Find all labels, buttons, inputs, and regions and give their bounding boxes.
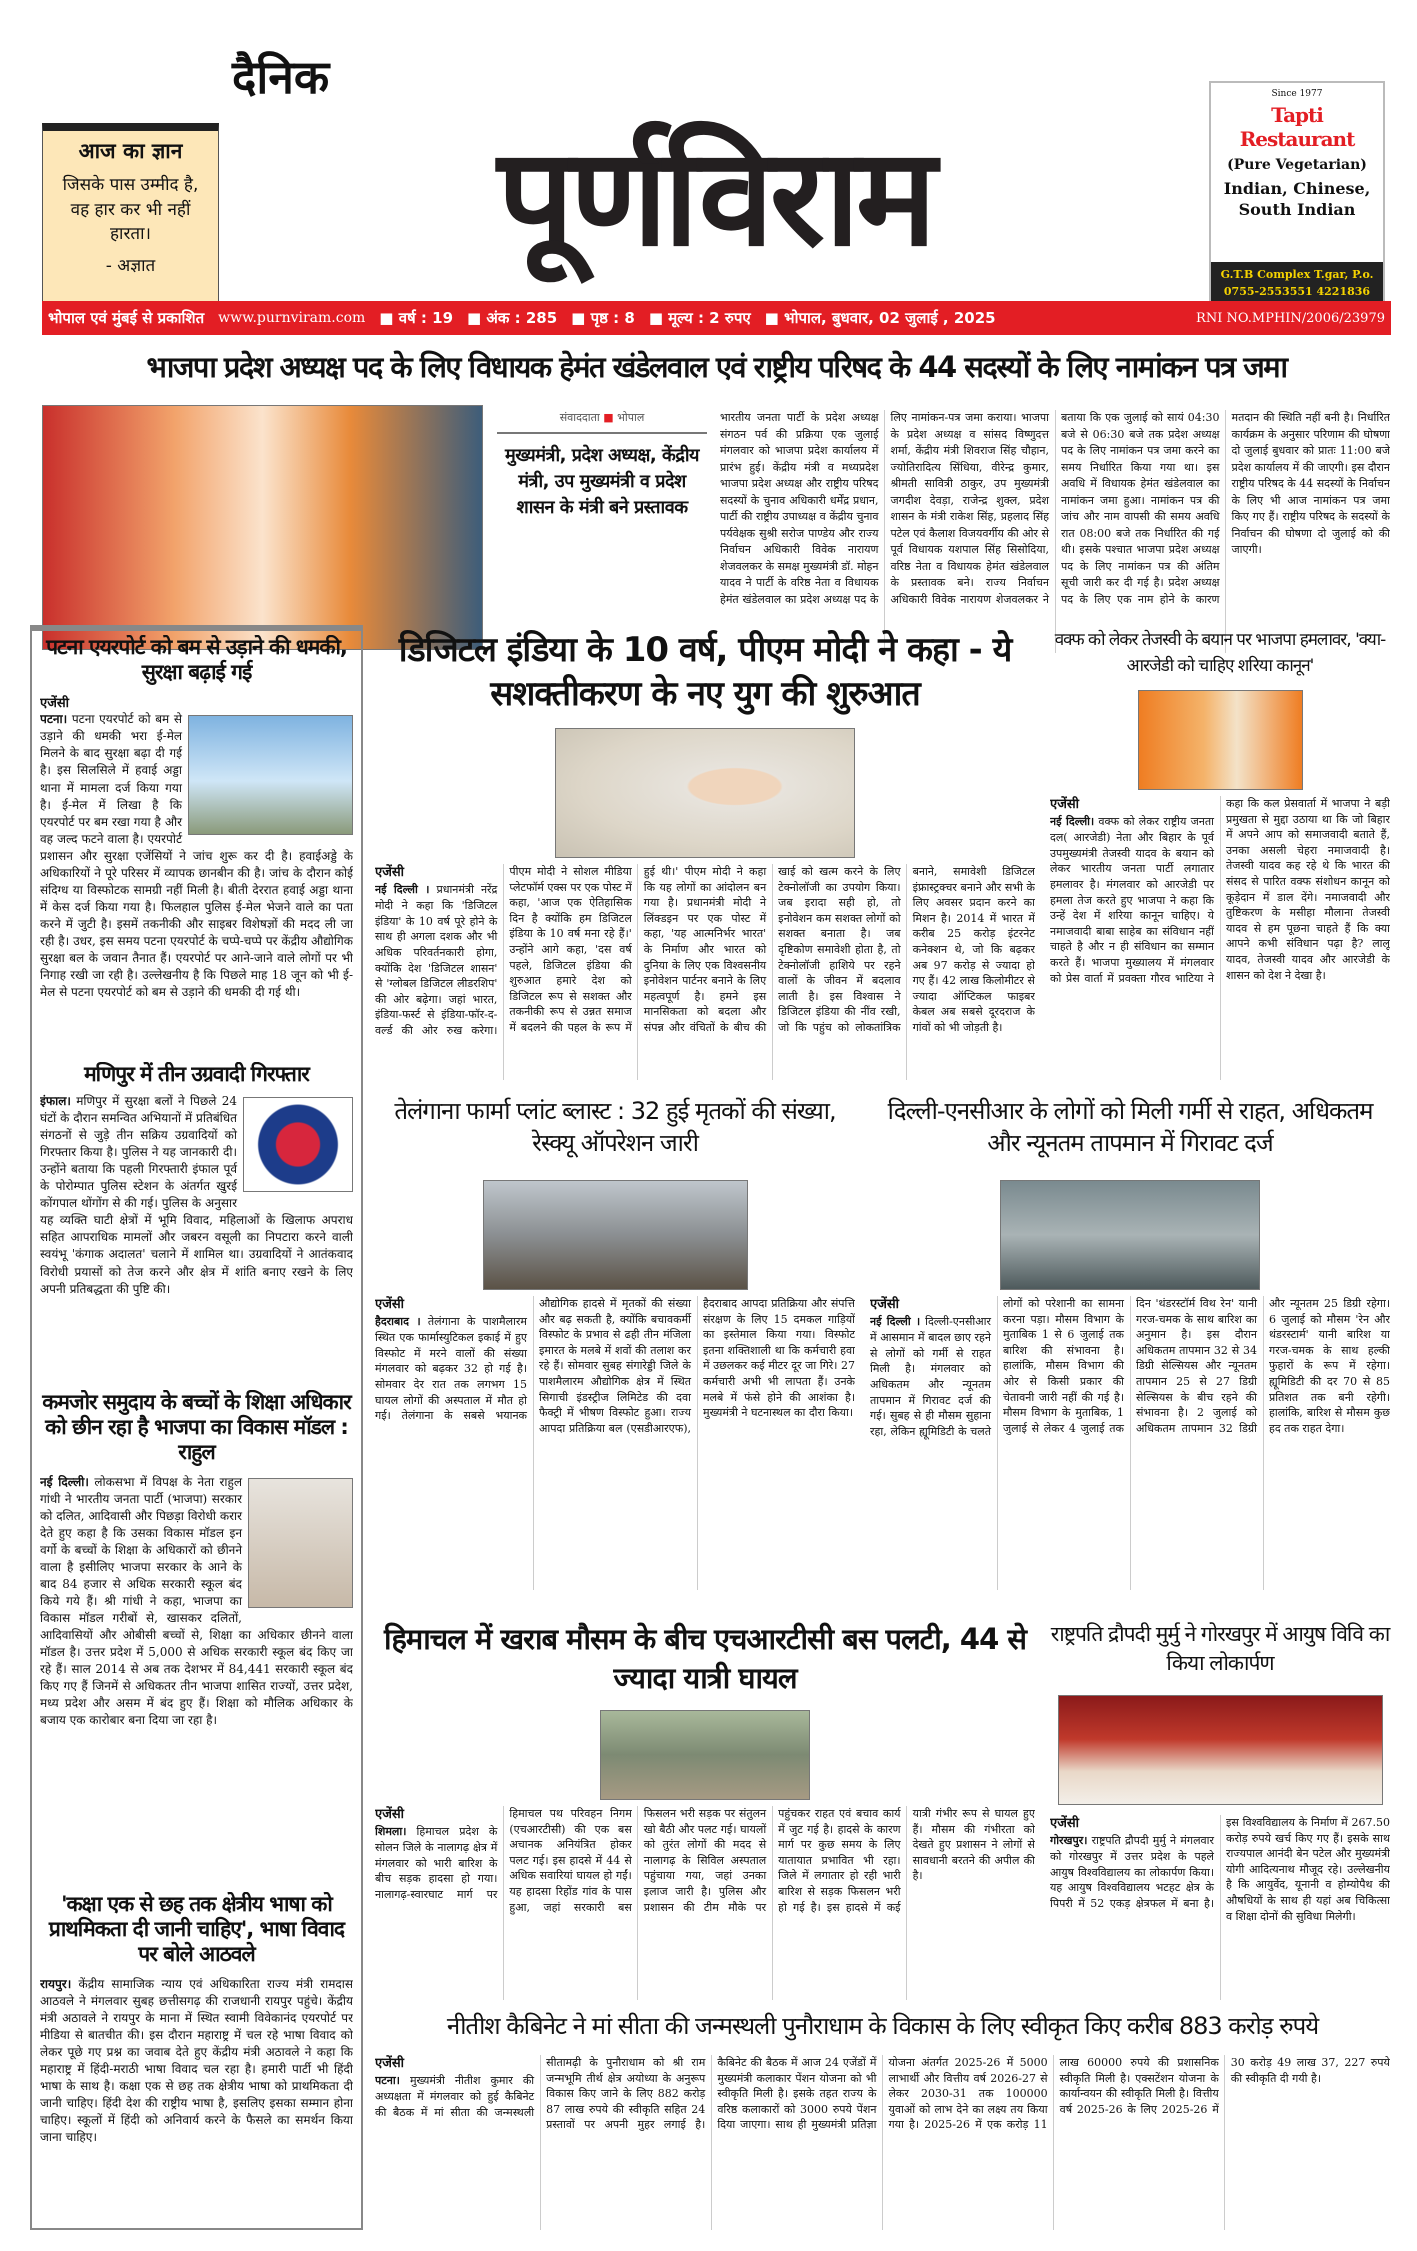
- story-byline: एजेंसी: [870, 1297, 899, 1312]
- issue-label: ■ अंक : 285: [467, 309, 558, 327]
- year-label: ■ वर्ष : 19: [379, 309, 454, 327]
- story-telangana: एजेंसी हैदराबाद । तेलंगाना के पाशमैलारम स्थित एक फार्मास्युटिकल इकाई में हुए विस्फोट में मरने वालों की संख्या मंगलवार को बढ़कर 32 हो गई है। सोमवार देर रात तक लगभग 15 घायल लोगों की अस्पताल में मौत हो गई। तेलंगाना के सबसे भयानक औद्योगिक हादसे में मृतकों की संख्या और बढ़ सकती है, क्योंकि बचावकर्मी विस्फोट के प्रभाव से ढही तीन मंजिला इमारत के मलबे में शवों की तलाश कर रहे हैं। सोमवार सुबह संगारेड्डी जिले के पाशमैलारम औद्योगिक क्षेत्र में स्थित सिगाची इंडस्ट्रीज लिमिटेड की दवा फैक्ट्री में भीषण विस्फोट हुआ। राज्य आपदा प्रतिक्रिया बल (एसडीआरएफ), हैदराबाद आपदा प्रतिक्रिया और संपत्ति संरक्षण के लिए 15 दमकल गाड़ियों का इस्तेमाल किया गया। विस्फोट इतना शक्तिशाली था कि कर्मचारी हवा में उछलकर कई मीटर दूर जा गिरे। 27 कर्मचारी अभी भी लापता हैं। उनके मलबे में फंसे होने की आशंका है। मुख्यमंत्री ने घटनास्थल का दौरा किया।: [375, 1180, 855, 1590]
- story-byline: एजेंसी: [375, 2056, 404, 2071]
- bjp-spokesperson-photo: [1138, 690, 1303, 790]
- story-athawale: [40, 1892, 353, 2222]
- story-headline[interactable]: 'कक्षा एक से छह तक क्षेत्रीय भाषा को प्राथमिकता दी जानी चाहिए', भाषा विवाद पर बोले आठवले: [48, 1892, 345, 1967]
- president-event-photo: [1058, 1695, 1383, 1805]
- story-waqf: एजेंसी नई दिल्ली। वक्फ को लेकर राष्ट्रीय जनता दल( आरजेडी) नेता और बिहार के पूर्व उपमुख्यमंत्री तेजस्वी यादव के बयान को लेकर भारतीय जनता पार्टी लगातार हमलावर है। मंगलवार को आरजेडी पर हमला तेज करते हुए भाजपा ने कहा कि उन्हें देश में शरिया कानून चाहिए। ये नमाजवादी बाबा साहेब का संविधान नहीं चाहते है और न ही संविधान का सम्मान करते हैं। भाजपा मुख्यालय में मंगलवार को प्रेस वार्ता में प्रवक्ता गौरव भाटिया ने कहा कि कल प्रेसवार्ता में भाजपा ने बड़ी प्रमुखता से मुद्दा उठाया था कि जो बिहार में अपने आप को समाजवादी बताते हैं, उनका असली चेहरा नमाजवादी है। तेजस्वी यादव कह रहे थे कि भारत की संसद से पारित वक्फ संशोधन कानून को कूड़ेदान में डाल देंगे। नमाजवादी और तुष्टिकरण के मसीहा मौलाना तेजस्वी यादव से हम पूछना चाहते हैं कि क्या आपने कभी संविधान पढ़ा है? लालू यादव, तेजस्वी यादव और आरजेडी के शासन को देश ने देखा है।: [1050, 690, 1390, 1080]
- story-himachal: एजेंसी शिमला। हिमाचल प्रदेश के सोलन जिले के नालागढ़ क्षेत्र में मंगलवार को भारी बारिश के बीच सड़क हादसा हो गया। नालागढ़-स्वारघाट मार्ग पर हिमाचल पथ परिवहन निगम (एचआरटीसी) की एक बस अचानक अनियंत्रित होकर पलट गई। इस हादसे में 44 से अधिक सवारियां घायल हो गईं। यह हादसा रिहोंड गांव के पास हुआ, जहां सरकारी बस फिसलन भरी सड़क पर संतुलन खो बैठी और पलट गई। घायलों को तुरंत लोगों की मदद से नालागढ़ के सिविल अस्पताल पहुंचाया गया, जहां उनका इलाज जारी है। पुलिस और प्रशासन की टीम मौके पर पहुंचकर राहत एवं बचाव कार्य में जुट गई है। हादसे के कारण मार्ग पर कुछ समय के लिए यातायात प्रभावित भी रहा। जिले में लगातार हो रही भारी बारिश से सड़क फिसलन भरी हो गई है। इस हादसे में कई यात्री गंभीर रूप से घायल हुए हैं। मौसम की गंभीरता को देखते हुए प्रशासन ने लोगों से सावधानी बरतने की अपील की है।: [375, 1710, 1035, 2000]
- story-body: इंफाल। मणिपुर में सुरक्षा बलों ने पिछले 24 घंटों के दौरान समन्वित अभियानों में प्रतिबंधित संगठनों से जुड़े तीन सक्रिय उग्रवादियों को गिरफ्तार किया है। पुलिस ने यह जानकारी दी। उन्होंने बताया कि पहली गिरफ्तारी इंफाल पूर्व के पोरोम्पात पुलिस स्टेशन के अंतर्गत खुरई कोंगपाल थोंगोंग से की गई। पुलिस के अनुसार यह व्यक्ति घाटी क्षेत्रों में भूमि विवाद, महिलाओं के खिलाफ अपराध सहित आपराधिक मामलों और जबरन वसूली का निपटारा करने वाली स्वयंभू 'कंगाक अदालत' चलाने में शामिल था। उग्रवादियों ने आतंकवाद विरोधी प्रयासों को तेज करने और क्षेत्र में शांति बनाए रखने के लिए अपनी प्रतिबद्धता की पुष्टि की।: [40, 1094, 353, 1296]
- airport-photo: [188, 715, 353, 835]
- lead-photo: [42, 405, 483, 650]
- story-digital-india: एजेंसी नई दिल्ली । प्रधानमंत्री नरेंद्र मोदी ने कहा कि 'डिजिटल इंडिया' के 10 वर्ष पूरे होने के साथ ही अगला दशक और भी अधिक परिवर्तनकारी होगा, क्योंकि देश 'डिजिटल शासन' से 'ग्लोबल डिजिटल लीडरशिप' की ओर बढ़ेगा। जहां भारत, इंडिया-फर्स्ट से इंडिया-फॉर-द-वर्ल्ड की ओर रुख करेगा। पीएम मोदी ने सोशल मीडिया प्लेटफॉर्म एक्स पर एक पोस्ट में कहा, 'आज एक ऐतिहासिक दिन है क्योंकि हम डिजिटल इंडिया के 10 वर्ष मना रहे हैं।' उन्होंने आगे कहा, 'दस वर्ष पहले, डिजिटल इंडिया की शुरुआत हमारे देश को डिजिटल रूप से सशक्त और तकनीकी रूप से उन्नत समाज में बदलने की पहल के रूप में हुई थी।' पीएम मोदी ने कहा कि यह लोगों का आंदोलन बन गया है। प्रधानमंत्री मोदी ने लिंक्डइन पर एक पोस्ट में कहा, 'यह आत्मनिर्भर भारत' के निर्माण और भारत को दुनिया के लिए एक विश्वसनीय इनोवेशन पार्टनर बनाने के लिए महत्वपूर्ण है। हमने इस मानसिकता को बदला और संपन्न और वंचितों के बीच की खाई को खत्म करने के लिए टेक्नोलॉजी का उपयोग किया। जब इरादा सही हो, तो इनोवेशन कम सशक्त लोगों को सशक्त बनाता है। जब दृष्टिकोण समावेशी होता है, तो टेक्नोलॉजी हाशिये पर रहने वालों के जीवन में बदलाव लाती है। इस विश्वास ने डिजिटल इंडिया की नींव रखी, जो कि पहुंच को लोकतांत्रिक बनाने, समावेशी डिजिटल इंफ्रास्ट्रक्चर बनाने और सभी के लिए अवसर प्रदान करने का मिशन है। 2014 में भारत में करीब 25 करोड़ इंटरनेट कनेक्शन थे, जो कि बढ़कर अब 97 करोड़ से ज्यादा हो गए हैं। 42 लाख किलोमीटर से ज्यादा ऑप्टिकल फाइबर केबल अब सबसे दूरदराज के गांवों को भी जोड़ती है।: [375, 728, 1035, 1080]
- dateline: ■ भोपाल, बुधवार, 02 जुलाई , 2025: [764, 309, 996, 327]
- story-byline: एजेंसी: [40, 696, 69, 712]
- story-patna: [40, 635, 353, 1050]
- quote-box: [42, 123, 219, 321]
- ad-address: G.T.B Complex T.gar, P.o.: [1220, 268, 1374, 281]
- story-byline: एजेंसी: [1050, 1816, 1079, 1831]
- story-rahul: [40, 1390, 353, 1880]
- story-headline[interactable]: मणिपुर में तीन उग्रवादी गिरफ्तार: [84, 1062, 309, 1086]
- story-body: रायपुर। केंद्रीय सामाजिक न्याय एवं अधिकारिता राज्य मंत्री रामदास आठवले ने मंगलवार सुबह छत्तीसगढ़ की राजधानी रायपुर पहुंचे। केंद्रीय मंत्री अठावले ने रायपुर के माना में स्थित स्वामी विवेकानंद एयरपोर्ट पर मीडिया से बातचीत की। इस दौरान महाराष्ट्र में चल रहे भाषा विवाद को लेकर पूछे गए प्रश्न का जवाब देते हुए केंद्रीय मंत्री अठावले ने कहा कि महाराष्ट्र में हिंदी-मराठी भाषा विवाद चल रहा है। हमारी पार्टी भी हिंदी भाषा के साथ है। कक्षा एक से छह तक क्षेत्रीय भाषा को प्राथमिकता दी जानी चाहिए। हिंदी देश की राष्ट्रीय भाषा है, इसलिए इसका सम्मान होना चाहिए। स्कूलों में हिंदी को अनिवार्य करने के फैसले का समर्थन किया जाना चाहिए।: [40, 1976, 353, 2144]
- himachal-headline[interactable]: हिमाचल में खराब मौसम के बीच एचआरटीसी बस पलटी, 44 से ज्यादा यात्री घायल: [384, 1622, 1026, 1696]
- published-from: भोपाल एवं मुंबई से प्रकाशित: [48, 309, 205, 327]
- ad-contact: [1211, 262, 1383, 305]
- story-body: पटना। पटना एयरपोर्ट को बम से उड़ाने की धमकी भरा ई-मेल मिलने के बाद सुरक्षा बढ़ा दी गई है। इस सिलसिले में हवाई अड्डा थाना में मामला दर्ज किया गया है। ई-मेल में लिखा है कि एयरपोर्ट पर बम रखा गया है और वह जल्द फटने वाला है। एयरपोर्ट प्रशासन और सुरक्षा एजेंसियों ने जांच शुरू कर दी है। हवाईअड्डे के अधिकारियों ने पूरे परिसर में व्यापक छानबीन की है। जांच के दौरान कोई संदिग्ध या विस्फोटक सामग्री नहीं मिली है। बीती देररात हवाई अड्डा थाना में केस दर्ज किया गया है। फिलहाल पुलिस ई-मेल भेजने वाले का पता करने में जुटी है। इसमें तकनीकी और साइबर विशेषज्ञों की मदद ली जा रही है। उधर, इस समय पटना एयरपोर्ट के चप्पे-चप्पे पर केंद्रीय औद्योगिक सुरक्षा बल के जवान तैनात हैं। एयरपोर्ट पर आने-जाने वाले लोगों पर भी निगाह रखी जा रही है। उल्लेखनीय है कि पिछले माह 18 जून को भी ई-मेल से पटना एयरपोर्ट को बम से उड़ाने की धमकी दी गई थी।: [40, 712, 353, 999]
- divider: [497, 432, 707, 434]
- story-nitish: एजेंसी पटना। मुख्यमंत्री नीतीश कुमार की अध्यक्षता में मंगलवार को हुई कैबिनेट की बैठक में मां सीता की जन्मस्थली सीतामढ़ी के पुनौराधाम को श्री राम जन्मभूमि तीर्थ क्षेत्र अयोध्या के अनुरूप विकास किए जाने के लिए 882 करोड़ 87 लाख रुपये की स्वीकृति सहित 24 प्रस्तावों पर अपनी मुहर लगाई है। कैबिनेट की बैठक में आज 24 एजेंडों में मुख्यमंत्री कलाकार पेंशन योजना को भी स्वीकृति मिली है। इसके तहत राज्य के वरिष्ठ कलाकारों को 3000 रुपये पेंशन दिया जाएगा। साथ ही मुख्यमंत्री प्रतिज्ञा योजना अंतर्गत 2025-26 में 5000 लाभार्थी और वित्तीय वर्ष 2026-27 से लेकर 2030-31 तक 100000 युवाओं को लाभ देने का लक्ष्य तय किया गया है। 2025-26 में एक करोड़ 11 लाख 60000 रुपये की प्रशासनिक स्वीकृति मिली है। एक्सटेंशन योजना के कार्यान्वयन की स्वीकृति मिली है। वित्तीय वर्ष 2025-26 के लिए 2025-26 में 30 करोड़ 49 लाख 37, 227 रुपये की स्वीकृति दी गयी है।: [375, 2056, 1390, 2132]
- waqf-headline[interactable]: वक्फ को लेकर तेजस्वी के बयान पर भाजपा हमलावर, 'क्या- आरजेडी को चाहिए शरिया कानून': [1054, 630, 1386, 676]
- manipur-police-logo: [243, 1097, 353, 1192]
- story-headline[interactable]: पटना एयरपोर्ट को बम से उड़ाने की धमकी, सुरक्षा बढ़ाई गई: [46, 635, 347, 685]
- ad-type: (Pure Vegetarian): [1227, 157, 1367, 173]
- modi-photo: [555, 728, 855, 858]
- quote-heading: आज का ज्ञान: [78, 139, 183, 163]
- rni-number: RNI NO.MPHIN/2006/23979: [1196, 310, 1385, 326]
- story-byline: एजेंसी: [375, 1807, 404, 1822]
- story-byline: एजेंसी: [1050, 797, 1079, 812]
- story-byline: एजेंसी: [375, 865, 404, 880]
- price-label: ■ मूल्य : 2 रुपए: [648, 309, 751, 327]
- bus-accident-photo: [600, 1710, 810, 1800]
- rahul-photo: [248, 1478, 353, 1608]
- lead-headline[interactable]: भाजपा प्रदेश अध्यक्ष पद के लिए विधायक हेमंत खंडेलवाल एवं राष्ट्रीय परिषद के 44 सदस्यों के लिए नामांकन पत्र जमा: [146, 350, 1287, 384]
- website-link[interactable]: www.purnviram.com: [218, 310, 366, 326]
- ad-name: Tapti Restaurant: [1239, 103, 1355, 151]
- quote-text: जिसके पास उम्मीद है, वह हार कर भी नहीं हारता।: [62, 175, 199, 245]
- story-manipur: [40, 1062, 353, 1377]
- story-byline: एजेंसी: [375, 1297, 404, 1312]
- rain-umbrella-photo: [1000, 1180, 1260, 1290]
- story-body: नई दिल्ली। लोकसभा में विपक्ष के नेता राहुल गांधी ने भारतीय जनता पार्टी (भाजपा) सरकार को दलित, आदिवासी और पिछड़ा विरोधी करार देते हुए कहा है कि उसका विकास मॉडल इन वर्गो के बच्चों के शिक्षा के अधिकारों को छीनने वाला है इसीलिए भाजपा सरकार के आने के बाद 84 हजार से अधिक सरकारी स्कूल बंद किये गये हैं। श्री गांधी ने कहा, भाजपा का विकास मॉडल गरीबों से, खासकर दलितों, आदिवासियों और ओबीसी बच्चों से, शिक्षा का अधिकार छीनने वाला मॉडल है। उत्तर प्रदेश में 5,000 से अधिक सरकारी स्कूल बंद किए जा रहे हैं। साल 2014 से अब तक देशभर में 84,441 सरकारी स्कूल बंद किए गए हैं जिनमें से अधिकतर तीन भाजपा शासित राज्यों, उत्तर प्रदेश, मध्य प्रदेश और असम में बंद हुए हैं। शिक्षा को मौलिक अधिकार के बजाय एक कारोबार बना दिया जा रहा है।: [40, 1474, 353, 1727]
- digital-india-headline[interactable]: डिजिटल इंडिया के 10 वर्ष, पीएम मोदी ने कहा - ये सशक्तीकरण के नए युग की शुरुआत: [398, 630, 1012, 715]
- blast-site-photo: [483, 1180, 748, 1290]
- lead-subhead: मुख्यमंत्री, प्रदेश अध्यक्ष, केंद्रीय मंत्री, उप मुख्यमंत्री व प्रदेश शासन के मंत्री बने प्रस्तावक: [505, 445, 699, 519]
- delhi-weather-headline[interactable]: दिल्ली-एनसीआर के लोगों को मिली गर्मी से राहत, अधिकतम और न्यूनतम तापमान में गिरावट दर्ज: [887, 1097, 1373, 1158]
- quote-author: - अज्ञात: [105, 255, 156, 276]
- story-headline[interactable]: कमजोर समुदाय के बच्चों के शिक्षा अधिकार को छीन रहा है भाजपा का विकास मॉडल : राहुल: [42, 1390, 351, 1465]
- nitish-headline[interactable]: नीतीश कैबिनेट ने मां सीता की जन्मस्थली पुनौराधाम के विकास के लिए स्वीकृत किए करीब 883 करोड़ रुपये: [446, 2012, 1319, 2040]
- info-bar: [42, 301, 1391, 335]
- telangana-headline[interactable]: तेलंगाना फार्मा प्लांट ब्लास्ट : 32 हुई मृतकों की संख्या, रेस्क्यू ऑपरेशन जारी: [394, 1097, 836, 1158]
- lead-byline: संवाददाता ■ भोपाल: [559, 411, 645, 424]
- lead-body: भारतीय जनता पार्टी के प्रदेश अध्यक्ष संगठन पर्व की प्रक्रिया एक जुलाई मंगलवार को भाजपा प्रदेश कार्यालय में प्रारंभ हुई। केंद्रीय मंत्री व मध्यप्रदेश भाजपा प्रदेश अध्यक्ष और राष्ट्रीय परिषद सदस्यों के चुनाव अधिकारी धर्मेंद्र प्रधान, पार्टी की राष्ट्रीय उपाध्यक्ष व केंद्रीय चुनाव पर्यवेक्षक सुश्री सरोज पाण्डेय और राज्य निर्वाचन अधिकारी विवेक नारायण शेजवलकर के समक्ष मुख्यमंत्री डॉ. मोहन यादव ने पार्टी के वरिष्ठ नेता व विधायक हेमंत खंडेलवाल का प्रदेश अध्यक्ष पद के लिए नामांकन-पत्र जमा कराया। भाजपा के प्रदेश अध्यक्ष व सांसद विष्णुदत्त शर्मा, केंद्रीय मंत्री शिवराज सिंह चौहान, ज्योतिरादित्य सिंधिया, वीरेन्द्र कुमार, श्रीमती सावित्री ठाकुर, उप मुख्यमंत्री जगदीश देवड़ा, राजेन्द्र शुक्ल, प्रदेश शासन के मंत्री राकेश सिंह, प्रहलाद सिंह पटेल एवं कैलाश विजयवर्गीय की ओर से पूर्व विधायक यशपाल सिंह सिसोदिया, वरिष्ठ नेता व विधायक हेमंत खंडेलवाल के प्रस्तावक बने। राज्य निर्वाचन अधिकारी विवेक नारायण शेजवलकर ने बताया कि एक जुलाई को सायं 04:30 बजे से 06:30 बजे तक प्रदेश अध्यक्ष पद के लिए नामांकन पत्र जमा करने का समय निर्धारित किया गया था। इस अवधि में विधायक हेमंत खंडेलवाल का नामांकन जमा हुआ। नामांकन पत्र की जांच और नाम वापसी की समय अवधि रात 08:00 बजे तक निर्धारित की गई थी। इसके पश्चात भाजपा प्रदेश अध्यक्ष पद के लिए नामांकन पत्र की अंतिम सूची जारी कर दी गई है। प्रदेश अध्यक्ष पद के लिए एक नाम होने के कारण मतदान की स्थिति नहीं बनी है। निर्धारित कार्यक्रम के अनुसार परिणाम की घोषणा दो जुलाई बुधवार को प्रातः 11:00 बजे प्रदेश कार्यालय में की जाएगी। इस दौरान राष्ट्रीय परिषद के 44 सदस्यों के निर्वाचन के लिए भी आज नामांकन पत्र जमा किए गए हैं। राष्ट्रीय परिषद के सदस्यों के निर्वाचन की घोषणा दो जुलाई को की जाएगी।: [720, 411, 1390, 606]
- pages-label: ■ पृष्ठ : 8: [571, 309, 635, 327]
- ad-since: Since 1977: [1271, 89, 1323, 99]
- masthead-prefix: दैनिक: [232, 50, 330, 104]
- story-delhi-weather: एजेंसी नई दिल्ली । दिल्ली-एनसीआर में आसमान में बादल छाए रहने से लोगों को गर्मी से राहत मिली है। मंगलवार को अधिकतम और न्यूनतम तापमान में गिरावट दर्ज की गई। सुबह से ही मौसम सुहाना रहा, लेकिन ह्यूमिडिटी के चलते लोगों को परेशानी का सामना करना पड़ा। मौसम विभाग के मुताबिक 1 से 6 जुलाई तक बारिश की संभावना है। हालांकि, मौसम विभाग की ओर से किसी प्रकार की चेतावनी जारी नहीं की गई है। मौसम विभाग के मुताबिक, 1 जुलाई से लेकर 4 जुलाई तक दिन 'थंडरस्टॉर्म विथ रेन' यानी गरज-चमक के साथ बारिश का अनुमान है। इस दौरान अधिकतम तापमान 32 से 34 डिग्री सेल्सियस और न्यूनतम तापमान 25 से 27 डिग्री सेल्सियस के बीच रहने की संभावना है। 2 जुलाई को अधिकतम तापमान 32 डिग्री और न्यूनतम 25 डिग्री रहेगा। 6 जुलाई को मौसम 'रेन और थंडरस्टार्म' यानी बारिश या गरज-चमक के साथ हल्की फुहारों के रूप में रहेगा। ह्यूमिडिटी की दर 70 से 85 प्रतिशत तक बनी रहेगी। हालांकि, बारिश से मौसम कुछ हद तक राहत देगा।: [870, 1180, 1390, 1590]
- story-president: एजेंसी गोरखपुर। राष्ट्रपति द्रौपदी मुर्मु ने मंगलवार को गोरखपुर में उत्तर प्रदेश के पहले आयुष विश्वविद्यालय का लोकार्पण किया। यह आयुष विश्वविद्यालय भटहट क्षेत्र के पिपरी में 52 एकड़ क्षेत्रफल में बना है। इस विश्वविद्यालय के निर्माण में 267.50 करोड़ रुपये खर्च किए गए हैं। इसके साथ राज्यपाल आनंदी बेन पटेल और मुख्यमंत्री योगी आदित्यनाथ मौजूद रहे। उल्लेखनीय है कि आयुर्वेद, यूनानी व होम्योपैथ की औषधियों के साथ ही यहां अब चिकित्सा व शिक्षा दोनों की सुविधा मिलेगी।: [1050, 1816, 1390, 1923]
- ad-phone: 0755-2553551 4221836: [1223, 284, 1371, 298]
- restaurant-ad: [1209, 81, 1385, 307]
- masthead-title: पूर्णविराम: [497, 119, 933, 276]
- ad-cuisine: Indian, Chinese, South Indian: [1223, 179, 1371, 219]
- president-headline[interactable]: राष्ट्रपति द्रौपदी मुर्मु ने गोरखपुर में आयुष विवि का किया लोकार्पण: [1050, 1622, 1390, 1676]
